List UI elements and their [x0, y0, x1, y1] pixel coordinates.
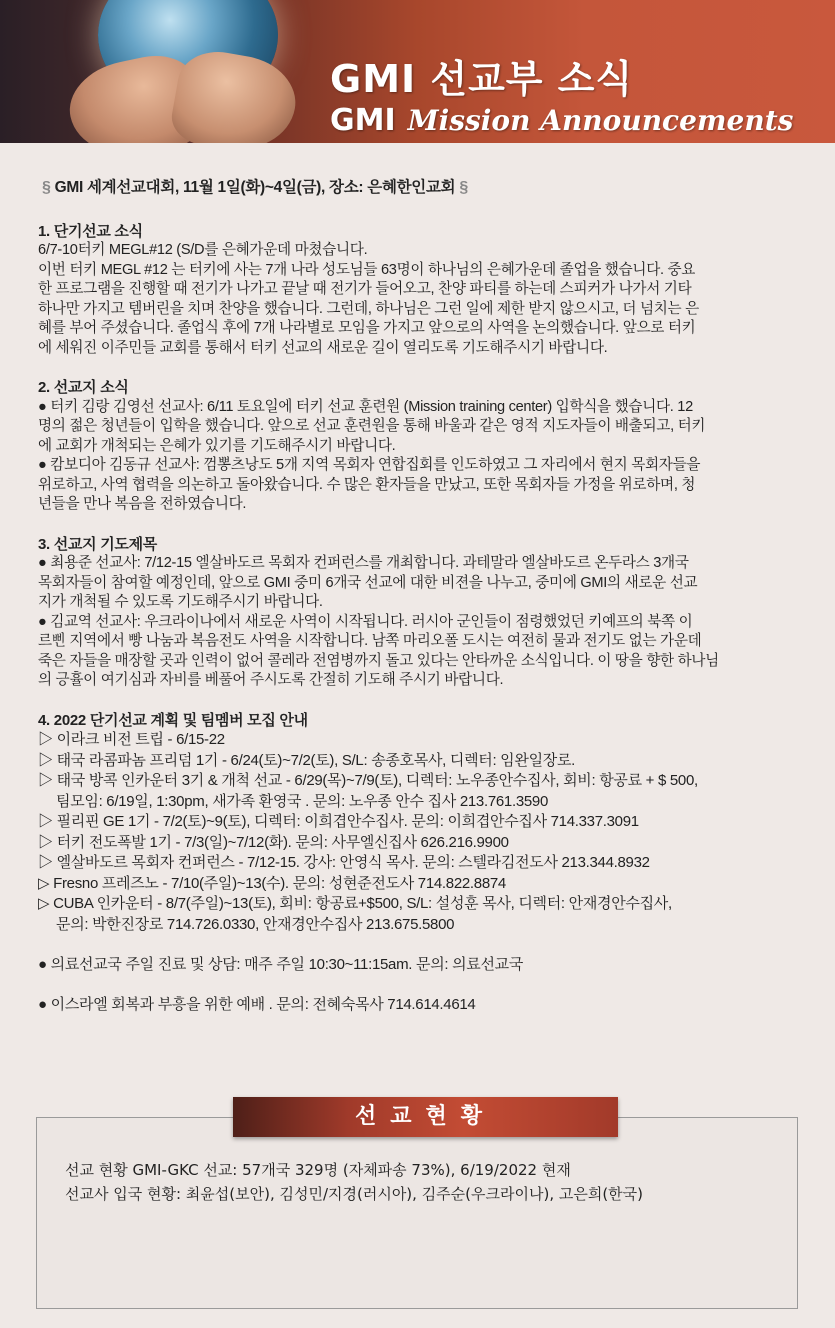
plan-item: ▷ 태국 라콤파놈 프리덤 1기 - 6/24(토)~7/2(토), S/L: 송종호목사, 디렉터: 임완일장로. — [38, 751, 576, 769]
section-line: 한 프로그램을 진행할 때 전기가 나가고 끝날 때 전기가 들어오고, 찬양 파티를 하는데 스피커가 나가서 기타 — [38, 281, 692, 297]
section-line: ● 캄보디아 김동규 선교사: 껌뽕츠낭도 5개 지역 목회자 연합집회를 인도하였고 그 자리에서 현지 목회자들을 — [38, 457, 701, 473]
plan-item: ▷ 태국 방콕 인카운터 3기 & 개척 선교 - 6/29(목)~7/9(토), 디렉터: 노우종안수집사, 회비: 항공료 + $ 500, — [38, 772, 698, 789]
section-line: ● 김교역 선교사: 우크라이나에서 새로운 사역이 시작됩니다. 러시아 군인들이 점령했었던 키예프의 북쪽 이 — [38, 613, 693, 630]
section-line: 년들을 만나 복음을 전하였습니다. — [38, 496, 247, 512]
plan-item: ▷ 필리핀 GE 1기 - 7/2(토)~9(토), 디렉터: 이희겹안수집사. 문의: 이희겹안수집사 714.337.3091 — [38, 813, 639, 830]
medical-mission-notice: ● 의료선교국 주일 진료 및 상담: 매주 주일 10:30~11:15am. 문의: 의료선교국 — [38, 956, 524, 973]
section-title: 1. 단기선교 소식 — [38, 222, 143, 240]
status-line-missions: 선교 현황 GMI-GKC 선교: 57개국 329명 (자체파송 73%), 6/19/2022 현재 — [65, 1161, 571, 1179]
header-gmi-label: GMI — [330, 103, 396, 138]
section-line: 6/7-10터키 MEGL#12 (S/D를 은혜가운데 마쳤습니다. — [38, 242, 368, 258]
conference-text: GMI 세계선교대회, 11월 1일(화)~4일(금), 장소: 은혜한인교회 — [54, 179, 456, 196]
header-title-korean: GMI 선교부 소식 — [330, 57, 634, 101]
conference-line — [38, 178, 798, 198]
section-line: ● 터키 김랑 김영선 선교사: 6/11 토요일에 터키 선교 훈련원 (Mission training center) 입학식을 했습니다. 12 — [38, 398, 693, 415]
section-line: 에 교회가 개척되는 은혜가 있기를 기도해주시기 바랍니다. — [38, 437, 396, 454]
section-line: 르삔 지역에서 빵 나눔과 복음전도 사역을 시작합니다. 남쪽 마리오폴 도시는 여전히 물과 전기도 없는 가운데 — [38, 633, 702, 649]
status-banner-title: 선교현황 — [354, 1104, 496, 1129]
plan-item: ▷ 이라크 비전 트립 - 6/15-22 — [38, 731, 225, 748]
section-mission-field-news — [38, 378, 798, 515]
mission-status-banner — [233, 1097, 618, 1137]
status-line-arrivals: 선교사 입국 현황: 최윤섭(보안), 김성민/지경(러시아), 김주순(우크라이나), 고은희(한국) — [65, 1185, 644, 1203]
section-line: 명의 젊은 청년들이 입학을 했습니다. 앞으로 선교 훈련원을 통해 바울과 같은 영적 지도자들이 배출되고, 터키 — [38, 418, 706, 434]
mission-status-box — [36, 1117, 798, 1309]
announcement-content — [38, 178, 798, 1014]
plan-item: ▷ Fresno 프레즈노 - 7/10(주일)~13(수). 문의: 성현준전도사 714.822.8874 — [38, 874, 506, 892]
plan-item: 문의: 박한진장로 714.726.0330, 안재경안수집사 213.675.5800 — [56, 915, 455, 933]
section-line: 에 세워진 이주민들 교회를 통해서 터키 선교의 새로운 길이 열리도록 기도해주시기 바랍니다. — [38, 339, 608, 356]
section-line: ● 최용준 선교사: 7/12-15 엘살바도르 목회자 컨퍼런스를 개최합니다. 과테말라 엘살바도르 온두라스 3개국 — [38, 555, 689, 571]
section-line: 목회자들이 참여할 예정인데, 앞으로 GMI 중미 6개국 선교에 대한 비젼을 나누고, 중미에 GMI의 새로운 선교 — [38, 574, 698, 591]
header-mission-announcements: Mission Announcements — [407, 104, 794, 137]
section-line: 위로하고, 사역 협력을 의논하고 돌아왔습니다. 수 많은 환자들을 만났고, 또한 목회자들 가정을 위로하며, 청 — [38, 476, 696, 493]
header-title-english — [330, 103, 793, 138]
mission-status-lines — [65, 1158, 643, 1206]
section-prayer-requests — [38, 535, 798, 691]
section-mission-plan — [38, 711, 798, 936]
plan-item: 팀모임: 6/19일, 1:30pm, 새가족 환영국 . 문의: 노우종 안수 집사 213.761.3590 — [56, 792, 549, 810]
section-line: 죽은 자들을 매장할 곳과 인력이 없어 콜레라 전염병까지 돌고 있다는 안타까운 소식입니다. 이 땅을 향한 하나님 — [38, 652, 719, 669]
section-short-term-mission — [38, 222, 798, 359]
section-line: 혜를 부어 주셨습니다. 졸업식 후에 7개 나라별로 모임을 가지고 앞으로의 사역을 논의했습니다. 앞으로 터키 — [38, 320, 696, 336]
section-title: 2. 선교지 소식 — [38, 379, 129, 396]
israel-worship-notice: ● 이스라엘 회복과 부흥을 위한 예배 . 문의: 전혜숙목사 714.614.4614 — [38, 995, 476, 1013]
plan-item: ▷ 엘살바도르 목회자 컨퍼런스 - 7/12-15. 강사: 안영식 목사. 문의: 스텔라김전도사 213.344.8932 — [38, 854, 650, 871]
section-title: 3. 선교지 기도제목 — [38, 535, 157, 553]
section-line: 하나만 가지고 템버린을 치며 찬양을 했습니다. 그런데, 하나님은 그런 일에 제한 받지 않으시고, 더 넘치는 은 — [38, 300, 699, 317]
section-title: 4. 2022 단기선교 계획 및 팀멤버 모집 안내 — [38, 711, 308, 729]
header-banner — [0, 0, 835, 143]
ornament-left-icon: § — [42, 179, 51, 196]
ornament-right-icon: § — [459, 179, 468, 196]
section-line: 지가 개척될 수 있도록 기도해주시기 바랍니다. — [38, 594, 323, 610]
plan-item: ▷ CUBA 인카운터 - 8/7(주일)~13(토), 회비: 항공료+$500, S/L: 설성훈 목사, 디렉터: 안재경안수집사, — [38, 895, 672, 912]
section-line: 이번 터키 MEGL #12 는 터키에 사는 7개 나라 성도님들 63명이 하나님의 은혜가운데 졸업을 했습니다. 중요 — [38, 261, 696, 278]
plan-item: ▷ 터키 전도폭발 1기 - 7/3(일)~7/12(화). 문의: 사무엘신집사 626.216.9900 — [38, 833, 509, 851]
section-line: 의 긍휼이 여기심과 자비를 베풀어 주시도록 간절히 기도해 주시기 바랍니다. — [38, 672, 504, 688]
